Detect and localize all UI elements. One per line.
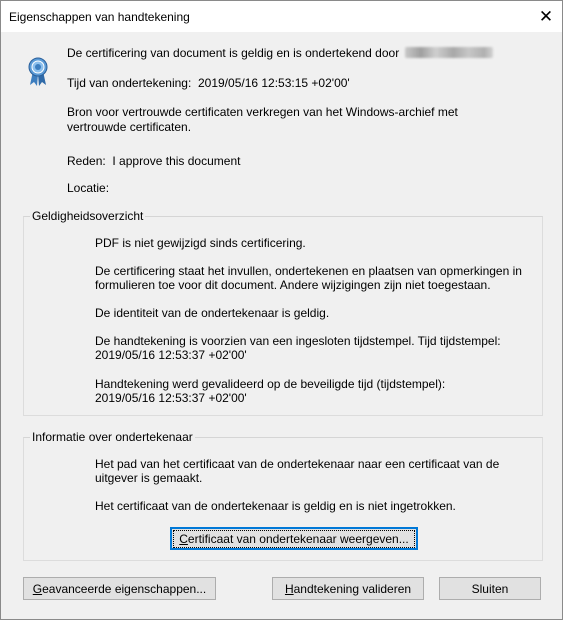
show-certificate-button[interactable] <box>170 527 418 550</box>
title-bar[interactable] <box>1 1 562 32</box>
advanced-properties-button[interactable] <box>23 577 216 600</box>
signer-line-1a: Het pad van het certificaat van de ondertekenaar naar een certificaat van de <box>95 457 500 471</box>
signing-time <box>67 76 350 90</box>
close-label: Sluiten <box>471 581 509 596</box>
redacted-signer-name <box>405 47 493 58</box>
signer-group-label: Informatie over ondertekenaar <box>32 430 193 444</box>
signer-line-2: Het certificaat van de ondertekenaar is geldig en is niet ingetrokken. <box>95 499 456 513</box>
advanced-mnemonic: G <box>32 581 43 596</box>
time-value: 2019/05/16 12:53:15 +02'00' <box>197 76 350 90</box>
source-line-2: vertrouwde certificaten. <box>67 120 192 134</box>
show-certificate-mnemonic: C <box>179 531 188 546</box>
advanced-label: eavanceerde eigenschappen... <box>42 581 207 596</box>
validate-label: andtekening valideren <box>293 581 412 596</box>
reason-value: I approve this document <box>112 154 241 168</box>
location-label: Locatie: <box>67 181 110 195</box>
validity-line-2a: De certificering staat het invullen, ondertekenen en plaatsen van opmerkingen in <box>95 264 522 278</box>
validate-mnemonic: H <box>284 581 294 596</box>
certified-line <box>67 46 493 60</box>
validity-line-1: PDF is niet gewijzigd sinds certificering. <box>95 236 306 250</box>
validity-line-3: De identiteit van de ondertekenaar is geldig. <box>95 306 330 320</box>
source-line-1: Bron voor vertrouwde certificaten verkregen van het Windows-archief met <box>67 105 458 119</box>
validity-line-4a: De handtekening is voorzien van een ingesloten tijdstempel. Tijd tijdstempel: <box>95 334 501 348</box>
validate-signature-button[interactable] <box>272 577 424 600</box>
show-certificate-label: ertificaat van ondertekenaar weergeven... <box>187 531 409 546</box>
reason-row <box>67 154 240 168</box>
time-label: Tijd van ondertekening: <box>67 76 192 90</box>
validity-group-label: Geldigheidsoverzicht <box>32 209 144 223</box>
validity-line-2b: formulieren toe voor dit document. Andere wijzigingen zijn niet toegestaan. <box>95 278 491 292</box>
close-button[interactable] <box>439 577 541 600</box>
validity-line-4b: 2019/05/16 12:53:37 +02'00' <box>95 348 247 362</box>
certified-text: De certificering van document is geldig en is ondertekend door <box>67 46 400 60</box>
ribbon-award-icon <box>27 57 49 87</box>
validity-line-5b: 2019/05/16 12:53:37 +02'00' <box>95 391 247 405</box>
close-icon[interactable]: ✕ <box>538 6 554 26</box>
validity-line-5a: Handtekening werd gevalideerd op de beveiligde tijd (tijdstempel): <box>95 377 446 391</box>
reason-label: Reden: <box>67 154 106 168</box>
signer-line-1b: uitgever is gemaakt. <box>95 471 203 485</box>
window-title: Eigenschappen van handtekening <box>9 10 190 24</box>
